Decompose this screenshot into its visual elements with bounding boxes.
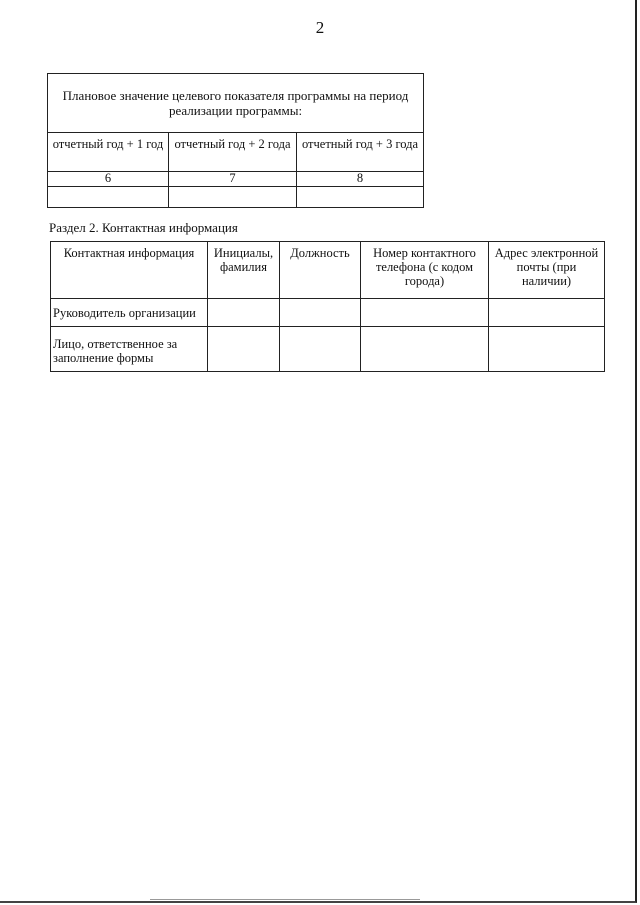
head-email-cell[interactable] [489,299,605,327]
table-row [51,299,605,327]
column-number-6: 6 [48,172,169,187]
year-plus-1-value[interactable] [48,187,169,208]
responsible-phone-cell[interactable] [361,327,489,372]
responsible-initials-cell[interactable] [208,327,280,372]
year-plus-1-header: отчетный год + 1 год [48,133,169,172]
head-phone-cell[interactable] [361,299,489,327]
col-contact-info: Контактная информация [51,242,208,299]
plan-table [47,73,424,208]
row-label-responsible: Лицо, ответственное за заполнение формы [51,327,208,372]
head-initials-cell[interactable] [208,299,280,327]
year-plus-3-value[interactable] [297,187,424,208]
contact-table [50,241,605,372]
column-number-8: 8 [297,172,424,187]
year-plus-2-value[interactable] [169,187,297,208]
year-plus-2-header: отчетный год + 2 года [169,133,297,172]
col-phone: Номер контактного телефона (с кодом города) [361,242,489,299]
column-number-7: 7 [169,172,297,187]
plan-table-header: Плановое значение целевого показателя программы на период реализации программы: [48,74,424,133]
table-row [51,327,605,372]
year-plus-3-header: отчетный год + 3 года [297,133,424,172]
scan-artifact-line [150,899,420,900]
responsible-position-cell[interactable] [280,327,361,372]
col-position: Должность [280,242,361,299]
head-position-cell[interactable] [280,299,361,327]
col-initials-surname: Инициалы, фамилия [208,242,280,299]
row-label-head: Руководитель организации [51,299,208,327]
section-2-title: Раздел 2. Контактная информация [49,220,238,235]
responsible-email-cell[interactable] [489,327,605,372]
page-number: 2 [315,18,325,37]
col-email: Адрес электронной почты (при наличии) [489,242,605,299]
